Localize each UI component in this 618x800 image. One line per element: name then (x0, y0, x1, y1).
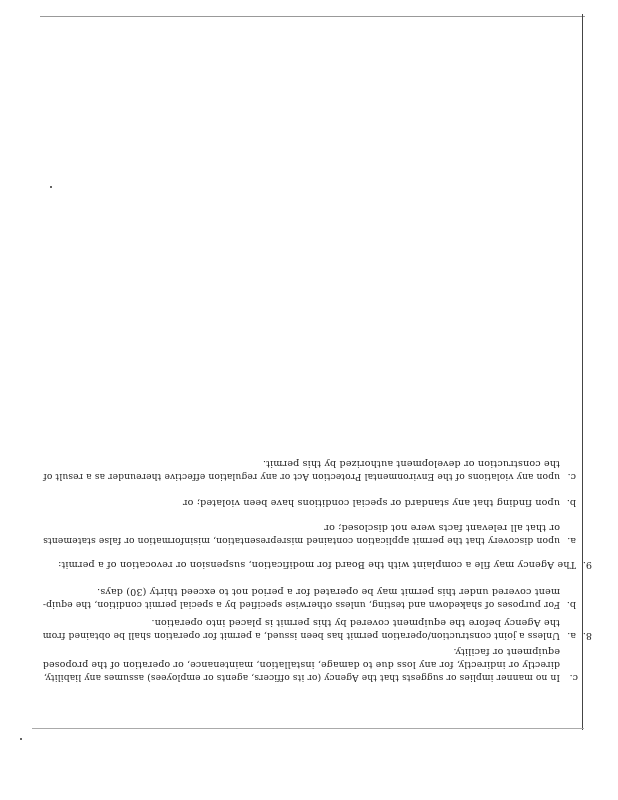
item-9a-line-2: or that all relevant facts were not disclosed; or (324, 522, 560, 533)
item-8b-line-1: For purposes of shakedown and testing, unless otherwise specified by a special permit condition, the equip- (42, 599, 560, 610)
item-9a-marker: a. (567, 535, 576, 546)
item-8a-marker: a. (567, 630, 576, 641)
item-8a-line-2: the Agency before the equipment covered by this permit is placed into operation. (151, 617, 560, 628)
condition-c-line-2: directly or indirectly, for any loss due to damage, installation, maintenance, or operation of the proposed (42, 659, 560, 670)
condition-c-line-3: equipment or facility. (453, 646, 560, 657)
item-9c-line-2: the construction or development authorized by this permit. (262, 458, 560, 469)
condition-c-marker: c. (569, 672, 578, 683)
item-9c-line-1: upon any violations of the Environmental Protection Act or any regulation effective thereunder as a result of (43, 471, 560, 482)
item-9-number: 9. (582, 559, 592, 570)
item-9a-line-1: upon discovery that the permit application contained misrepresentation, misinformation or false statements (43, 535, 560, 546)
item-9b-line-1: upon finding that any standard or special conditions have been violated; or (182, 497, 560, 508)
item-8b-line-2: ment covered under this permit may be operated for a period not to exceed thirty (30) days. (96, 586, 560, 597)
item-8b-marker: b. (566, 599, 576, 610)
item-8a-line-1: Unless a joint construction/operation permit has been issued, a permit for operation shall be obtained from (42, 630, 560, 641)
item-9b-marker: b. (566, 497, 576, 508)
item-9-lead: The Agency may file a complaint with the Board for modification, suspension or revocation of a permit: (57, 559, 576, 570)
item-9c-marker: c. (567, 471, 576, 482)
condition-c-line-1: In no manner implies or suggests that the Agency (or its officers, agents or employees) assumes any liability, (43, 672, 560, 683)
item-8-number: 8. (582, 630, 592, 641)
